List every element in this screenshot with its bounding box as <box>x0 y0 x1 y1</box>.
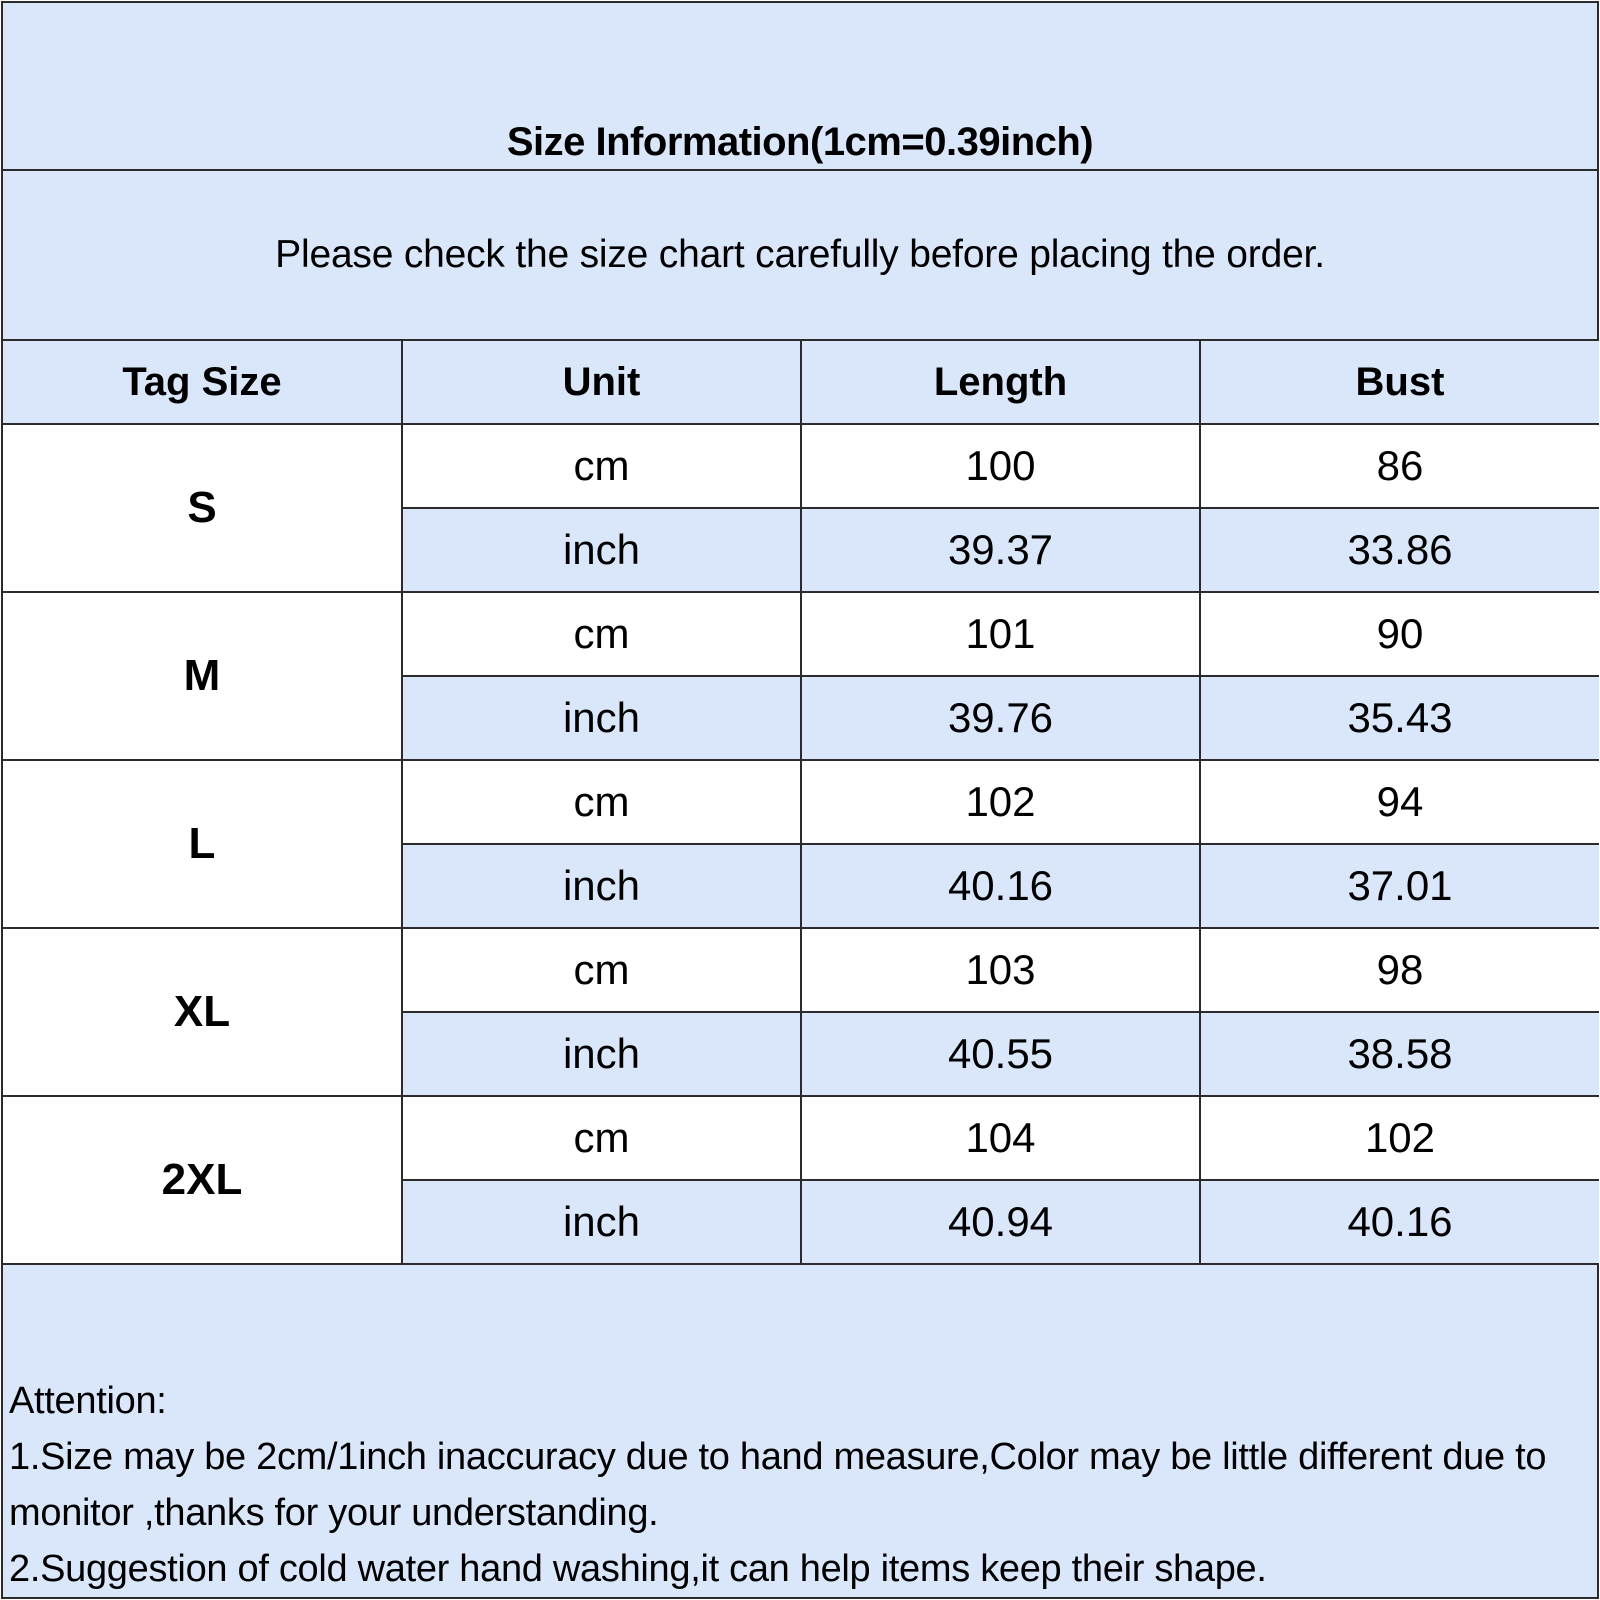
tag-size-cell: XL <box>3 928 402 1096</box>
size-chart-sheet <box>1 1 1599 1599</box>
attention-note-1: 1.Size may be 2cm/1inch inaccuracy due to hand measure,Color may be little different due to monitor ,thanks for your understanding. <box>9 1436 1547 1534</box>
length-cell: 40.55 <box>801 1012 1200 1096</box>
unit-cell: cm <box>402 592 801 676</box>
title-band <box>3 3 1597 171</box>
header-unit: Unit <box>402 341 801 424</box>
bust-cell: 86 <box>1200 424 1599 508</box>
notice-band <box>3 171 1597 341</box>
header-tag-size: Tag Size <box>3 341 402 424</box>
unit-cell: inch <box>402 844 801 928</box>
unit-cell: cm <box>402 760 801 844</box>
unit-cell: inch <box>402 1180 801 1264</box>
header-bust: Bust <box>1200 341 1599 424</box>
length-cell: 39.76 <box>801 676 1200 760</box>
bust-cell: 98 <box>1200 928 1599 1012</box>
length-cell: 39.37 <box>801 508 1200 592</box>
tag-size-cell: L <box>3 760 402 928</box>
length-cell: 104 <box>801 1096 1200 1180</box>
notice-text: Please check the size chart carefully before placing the order. <box>275 233 1325 276</box>
length-cell: 101 <box>801 592 1200 676</box>
tag-size-cell: 2XL <box>3 1096 402 1264</box>
header-length: Length <box>801 341 1200 424</box>
bust-cell: 33.86 <box>1200 508 1599 592</box>
table-row <box>3 592 1599 676</box>
table-row <box>3 424 1599 508</box>
length-cell: 103 <box>801 928 1200 1012</box>
unit-cell: inch <box>402 1012 801 1096</box>
table-row <box>3 760 1599 844</box>
table-row <box>3 928 1599 1012</box>
bust-cell: 90 <box>1200 592 1599 676</box>
bust-cell: 94 <box>1200 760 1599 844</box>
size-table <box>3 341 1599 1265</box>
bust-cell: 102 <box>1200 1096 1599 1180</box>
length-cell: 100 <box>801 424 1200 508</box>
table-row <box>3 1096 1599 1180</box>
unit-cell: cm <box>402 928 801 1012</box>
unit-cell: cm <box>402 424 801 508</box>
tag-size-cell: S <box>3 424 402 592</box>
length-cell: 40.94 <box>801 1180 1200 1264</box>
unit-cell: cm <box>402 1096 801 1180</box>
attention-notes <box>9 1373 1577 1597</box>
unit-cell: inch <box>402 676 801 760</box>
page-title: Size Information(1cm=0.39inch) <box>506 120 1094 164</box>
tag-size-cell: M <box>3 592 402 760</box>
length-cell: 102 <box>801 760 1200 844</box>
unit-cell: inch <box>402 508 801 592</box>
attention-note-2: 2.Suggestion of cold water hand washing,it can help items keep their shape. <box>9 1548 1267 1590</box>
bust-cell: 40.16 <box>1200 1180 1599 1264</box>
bust-cell: 38.58 <box>1200 1012 1599 1096</box>
bust-cell: 35.43 <box>1200 676 1599 760</box>
attention-heading: Attention: <box>9 1380 167 1422</box>
bust-cell: 37.01 <box>1200 844 1599 928</box>
header-row <box>3 341 1599 424</box>
length-cell: 40.16 <box>801 844 1200 928</box>
